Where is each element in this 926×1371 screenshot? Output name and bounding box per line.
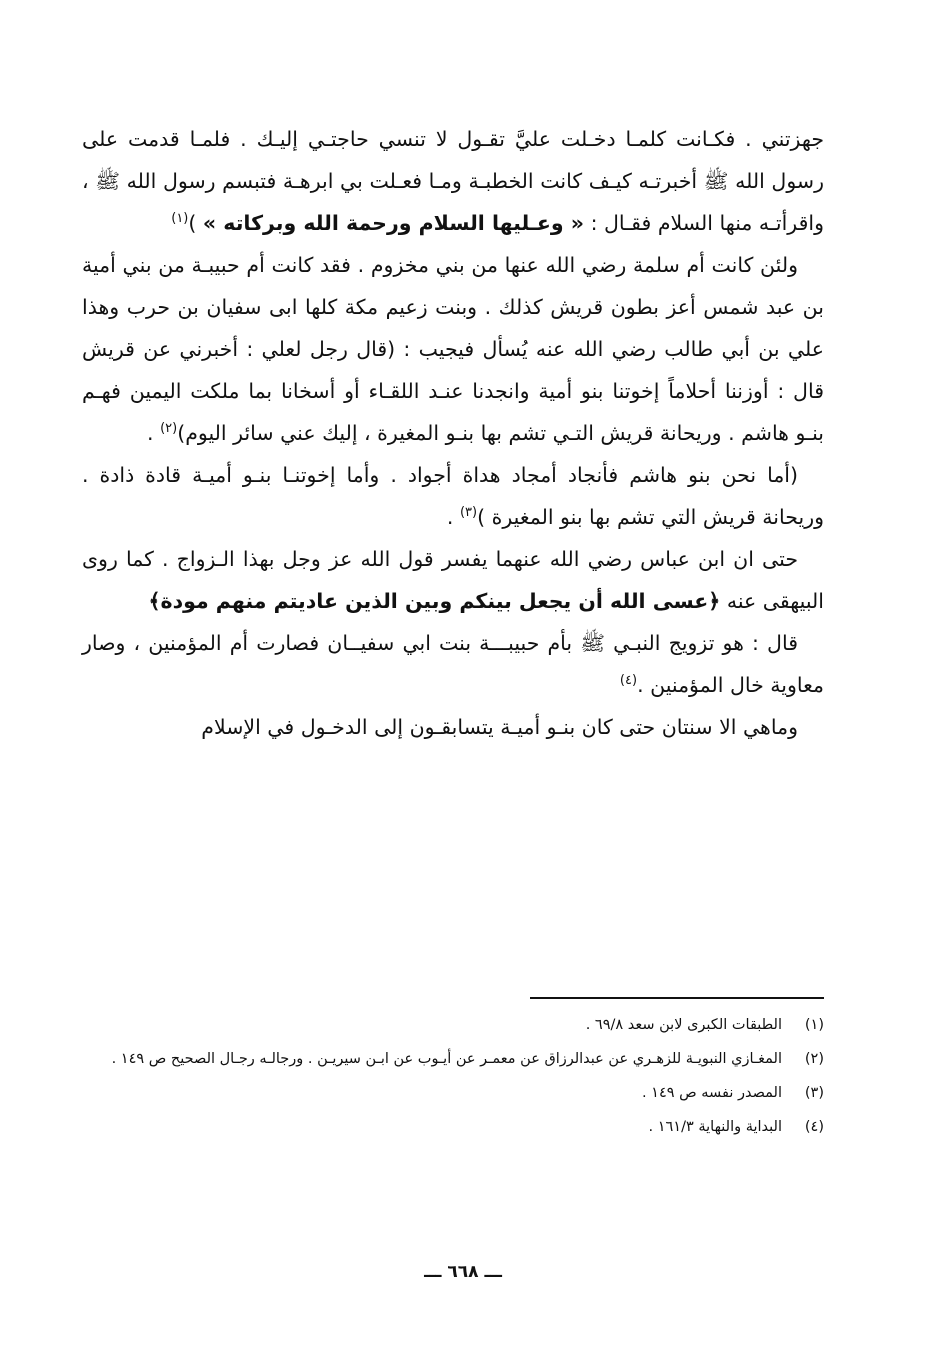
emphasized-text: « وعـليها السلام ورحمة الله وبركاته »: [202, 211, 585, 235]
footnotes-section: [82, 1008, 824, 1144]
text-run: جهزتني . فكـانت كلمـا دخـلت عليَّ تقـول لا تنسي حاجتـي إليـك . فلمـا قدمت على رسول الله ﷺ أخبرتـه كيـف كانت الخطبـة ومـا فعـلت بي ابرهـة فتبسم رسول الله ﷺ ، واقرأتـه منها السلام فقـال :: [82, 127, 824, 235]
footnote-item: [82, 1076, 824, 1110]
footnote-number: (٤): [804, 1119, 824, 1135]
text-run: .: [446, 505, 460, 529]
text-run: (أما نحن بنو هاشم فأنجاد أمجاد هداة أجواد . وأما إخوتنـا بنـو أميـة قادة ذادة . وريحانة قريش التي تشم بها بنو المغيرة ): [82, 463, 824, 529]
paragraph: [82, 538, 824, 622]
paragraph: [82, 244, 824, 454]
text-run: .: [147, 421, 161, 445]
footnote-item: [82, 1042, 824, 1076]
text-run: ولئن كانت أم سلمة رضي الله عنها من بني مخزوم . فقد كانت أم حبيبـة من بني أمية بن عبد شمس أعز بطون قريش كذلك . وبنت زعيم مكة كلها ابى سفيان بن حرب وهذا علي بن أبي طالب رضي الله عنه يُسأل فيجيب : (قال رجل لعلي : أخبرني عن قريش قال : أوزننا أحلاماً إخوتنا بنو أمية وانجدنا عنـد اللقـاء أو أسخانا بما ملكت اليمين فهـم بنـو هاشم . وريحانة قريش التـي تشم بها بنـو المغيرة ، إليك عني سائر اليوم): [82, 253, 824, 445]
footnote-reference: (٣): [459, 505, 478, 521]
text-run: وماهي الا سنتان حتى كان بنـو أميـة يتسابقـون إلى الدخـول في الإسلام: [201, 715, 798, 739]
footnote-reference: (١): [171, 211, 189, 227]
footnote-reference: (٢): [160, 421, 178, 437]
footnote-text: المصدر نفسه ص ١٤٩ .: [641, 1085, 782, 1101]
text-run: حتى ان ابن عباس رضي الله عنهما يفسر قول الله عز وجل بهذا الـزواج . كما روى البيهقى عنه: [82, 547, 824, 613]
footnote-number: (٢): [804, 1051, 824, 1067]
text-run: قال : هو تزويج النبـي ﷺ بأم حبيبـــة بنت ابي سفيــان فصارت أم المؤمنين ، وصار معاوية خال المؤمنين .: [82, 631, 824, 697]
footnote-number: (١): [804, 1017, 824, 1033]
paragraph: [82, 622, 824, 706]
page-number: ـــ ٦٦٨ ـــ: [424, 1262, 502, 1282]
footnote-number: (٣): [804, 1085, 824, 1101]
paragraph: [82, 706, 824, 748]
main-text-body: [82, 118, 824, 748]
text-run: ): [188, 211, 203, 235]
footnote-item: [82, 1008, 824, 1042]
footnote-text: البداية والنهاية ١٦١/٣ .: [648, 1119, 782, 1135]
paragraph: [82, 118, 824, 244]
paragraph: [82, 454, 824, 538]
footnote-item: [82, 1110, 824, 1144]
emphasized-text: ﴿عسى الله أن يجعل بينكم وبين الذين عاديتم منهم مودة﴾: [148, 589, 721, 613]
footnote-text: الطبقات الكبرى لابن سعد ٦٩/٨ .: [585, 1017, 782, 1033]
footnote-text: المغـازي النبويـة للزهـري عن عبدالرزاق عن معمـر عن أيـوب عن ابـن سيريـن . ورجالـه رجـال الصحيح ص ١٤٩ .: [111, 1051, 782, 1067]
footnote-reference: (٤): [619, 673, 638, 689]
footnote-separator: [530, 997, 824, 999]
